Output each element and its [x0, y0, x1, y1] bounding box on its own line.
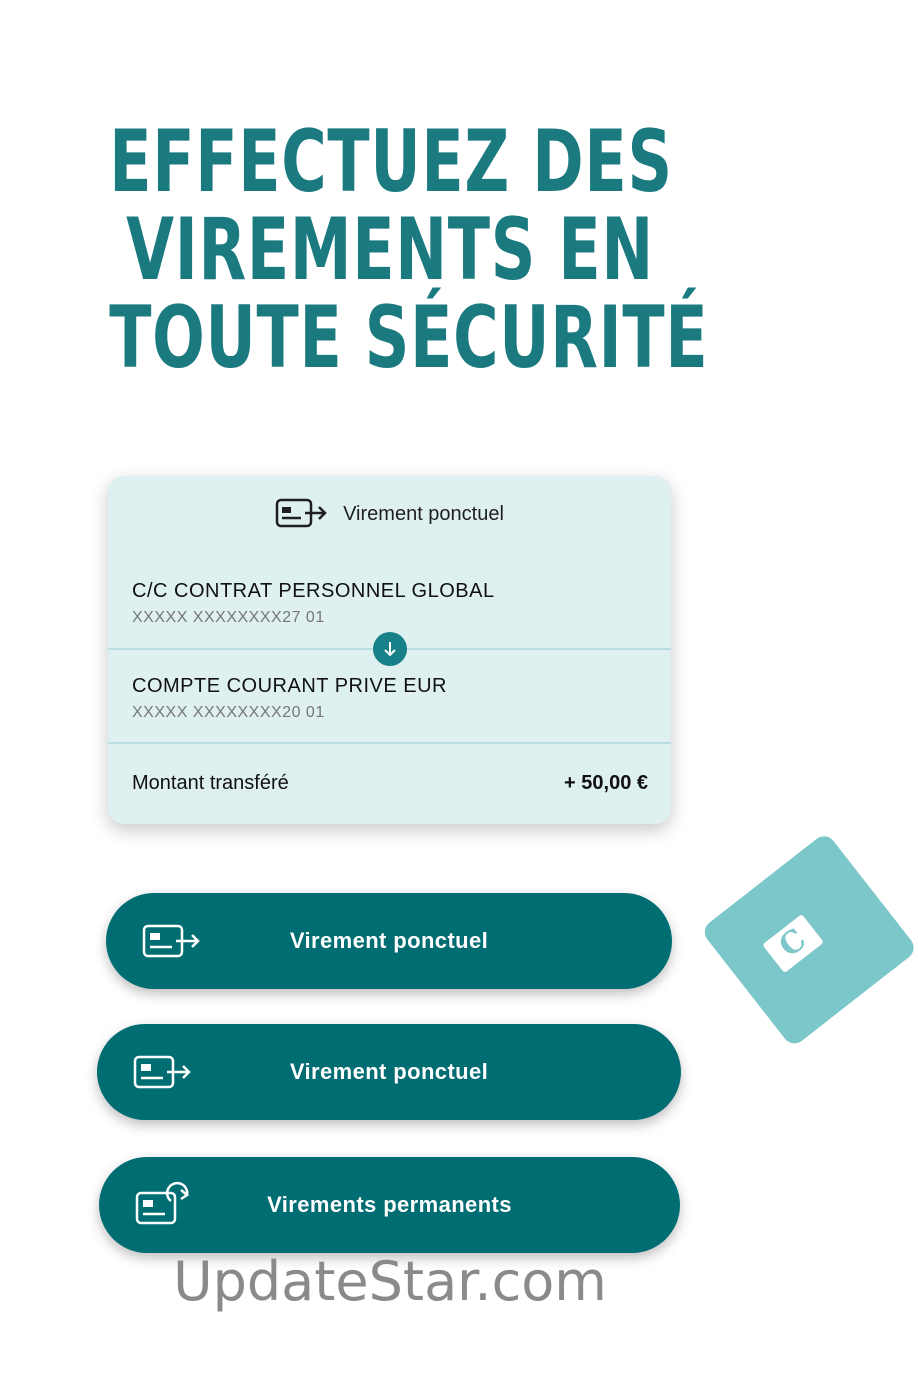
amount-row	[132, 772, 648, 795]
card-divider-bottom	[108, 742, 671, 744]
decorative-card-tag-text: C	[762, 914, 824, 973]
amount-label: Montant transféré	[132, 772, 289, 794]
to-account-number: XXXXX XXXXXXXX20 01	[132, 704, 325, 721]
card-header	[108, 476, 671, 552]
amount-value: + 50,00 €	[564, 772, 648, 794]
recurring-transfers-button[interactable]	[99, 1157, 680, 1253]
to-account-name: COMPTE COURANT PRIVE EUR	[132, 675, 447, 697]
headline-line-1: EFFECTUEZ DES	[109, 112, 673, 212]
card-transfer-icon	[275, 498, 329, 530]
single-transfer-button-1[interactable]	[106, 893, 672, 989]
headline	[0, 112, 780, 388]
single-transfer-button-1-label: Virement ponctuel	[289, 928, 489, 953]
to-account	[132, 675, 447, 722]
from-account-number: XXXXX XXXXXXXX27 01	[132, 609, 325, 626]
single-transfer-button-2[interactable]	[97, 1024, 681, 1120]
single-transfer-button-2-label: Virement ponctuel	[289, 1059, 489, 1084]
headline-line-3: TOUTE SÉCURITÉ	[109, 288, 709, 388]
watermark: UpdateStar.com	[173, 1250, 607, 1313]
card-transfer-icon	[142, 923, 202, 965]
card-header-label: Virement ponctuel	[343, 502, 504, 525]
headline-line-2: VIREMENTS EN	[126, 200, 654, 300]
decorative-card-tag	[700, 831, 918, 1048]
card-recurring-icon	[135, 1187, 195, 1233]
recurring-transfers-button-label: Virements permanents	[267, 1192, 512, 1217]
from-account	[132, 580, 495, 627]
from-account-name: C/C CONTRAT PERSONNEL GLOBAL	[132, 580, 495, 602]
card-transfer-icon	[133, 1054, 193, 1096]
arrow-down-icon	[373, 632, 407, 666]
